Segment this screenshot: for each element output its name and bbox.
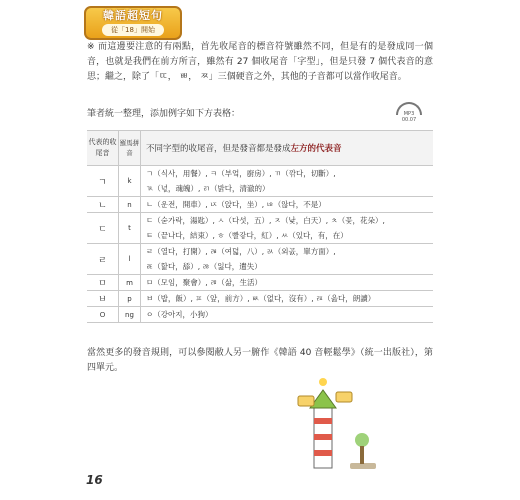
logo-subtitle: 從「18」開始 bbox=[102, 24, 164, 36]
representative-consonant: ㄹ bbox=[87, 244, 119, 275]
light bbox=[319, 378, 327, 386]
final-consonant-table bbox=[87, 130, 433, 323]
header-representative: 代表的收尾音 bbox=[87, 131, 119, 166]
lighthouse-illustration bbox=[290, 368, 380, 476]
example-line: ㄹ（열다，打開）, ㄼ（여덟，八）, ㄽ（외곬，單方面）, bbox=[146, 247, 336, 256]
example-line: ㅇ（강아지，小狗） bbox=[146, 310, 213, 319]
romanization: p bbox=[119, 291, 141, 307]
variant-examples bbox=[141, 244, 434, 275]
example-line: ㄷ（숟가락，湯匙）, ㅅ（다섯，五）, ㅈ（낮，白天）, ㅊ（꽃，花朵）, bbox=[146, 216, 385, 225]
romanization: n bbox=[119, 197, 141, 213]
table-row bbox=[87, 307, 433, 323]
example-line: ㄱ（식사，用餐）, ㅋ（부엌，廚房）, ㄲ（깎다，切斷）, bbox=[146, 169, 336, 178]
stripe-2 bbox=[314, 434, 332, 440]
representative-consonant: ㅇ bbox=[87, 307, 119, 323]
header-variants bbox=[141, 131, 434, 166]
sign-left bbox=[298, 396, 314, 406]
romanization: ng bbox=[119, 307, 141, 323]
variant-examples bbox=[141, 213, 434, 244]
example-line: ㅁ（모임，聚會）, ㄻ（삶，生活） bbox=[146, 278, 262, 287]
book-logo bbox=[84, 6, 182, 40]
mp3-label: MP3 bbox=[403, 111, 415, 117]
table-row bbox=[87, 275, 433, 291]
variant-examples bbox=[141, 197, 434, 213]
headphone-icon bbox=[393, 102, 425, 126]
romanization: t bbox=[119, 213, 141, 244]
representative-consonant: ㅁ bbox=[87, 275, 119, 291]
sign-right bbox=[336, 392, 352, 402]
logo-title: 韓語超短句 bbox=[103, 9, 163, 22]
table-row bbox=[87, 291, 433, 307]
variant-examples bbox=[141, 275, 434, 291]
variant-examples bbox=[141, 166, 434, 197]
romanization: l bbox=[119, 244, 141, 275]
table-row bbox=[87, 213, 433, 244]
example-line: ㅌ（끝나다，結束）, ㅎ（빨갛다，紅）, ㅆ（있다，有，在） bbox=[146, 231, 348, 240]
representative-consonant: ㄴ bbox=[87, 197, 119, 213]
table-row bbox=[87, 244, 433, 275]
representative-consonant: ㄷ bbox=[87, 213, 119, 244]
romanization: k bbox=[119, 166, 141, 197]
variant-examples bbox=[141, 307, 434, 323]
mp3-track: 00.07 bbox=[401, 117, 417, 123]
tree bbox=[355, 433, 369, 447]
table-intro: 筆者統一整理，添加例字如下方表格： bbox=[87, 109, 241, 119]
stripe-1 bbox=[314, 418, 332, 424]
header-romanization: 羅馬拼音 bbox=[119, 131, 141, 166]
closing-paragraph: 當然更多的發音規則，可以參閱敝人另一腑作《韓語 40 音輕鬆學》（統一出版社），第四單元。 bbox=[87, 348, 433, 373]
example-line: ㅂ（밥，飯）, ㅍ（앞，前方）, ㅄ（없다，沒有）, ㄿ（읊다，朗讀） bbox=[146, 294, 376, 303]
table-row bbox=[87, 197, 433, 213]
representative-consonant: ㅂ bbox=[87, 291, 119, 307]
example-line: ㄾ（핥다，舔）, ㅀ（잃다，遺失） bbox=[146, 262, 262, 271]
page-number: 16 bbox=[86, 473, 103, 487]
intro-paragraph: ※ 而這邊要注意的有兩點，首先收尾音的標音符號雖然不同，但是有的是發成同一個音，也就是我們在前方所言，雖然有 27 個收尾音「字型」，但是只發 7 個代表音的意思；繼之，除了「ㄸ， ㅃ， ㅉ」三個硬音之外，其他的子音都可以當作收尾音。 bbox=[87, 42, 433, 82]
header-variants-bold: 左方的代表音 bbox=[290, 144, 342, 154]
stripe-3 bbox=[314, 450, 332, 456]
table-row bbox=[87, 166, 433, 197]
romanization: m bbox=[119, 275, 141, 291]
example-line: ㄳ（넋，魂魄）, ㄺ（밝다，清澈的） bbox=[146, 184, 270, 193]
header-variants-text: 不同字型的收尾音，但是發音都是發成 bbox=[146, 144, 291, 154]
example-line: ㄴ（운전，開車）, ㄵ（앉다，坐）, ㄶ（않다，不是） bbox=[146, 200, 326, 209]
representative-consonant: ㄱ bbox=[87, 166, 119, 197]
tree-trunk bbox=[360, 446, 364, 464]
variant-examples bbox=[141, 291, 434, 307]
